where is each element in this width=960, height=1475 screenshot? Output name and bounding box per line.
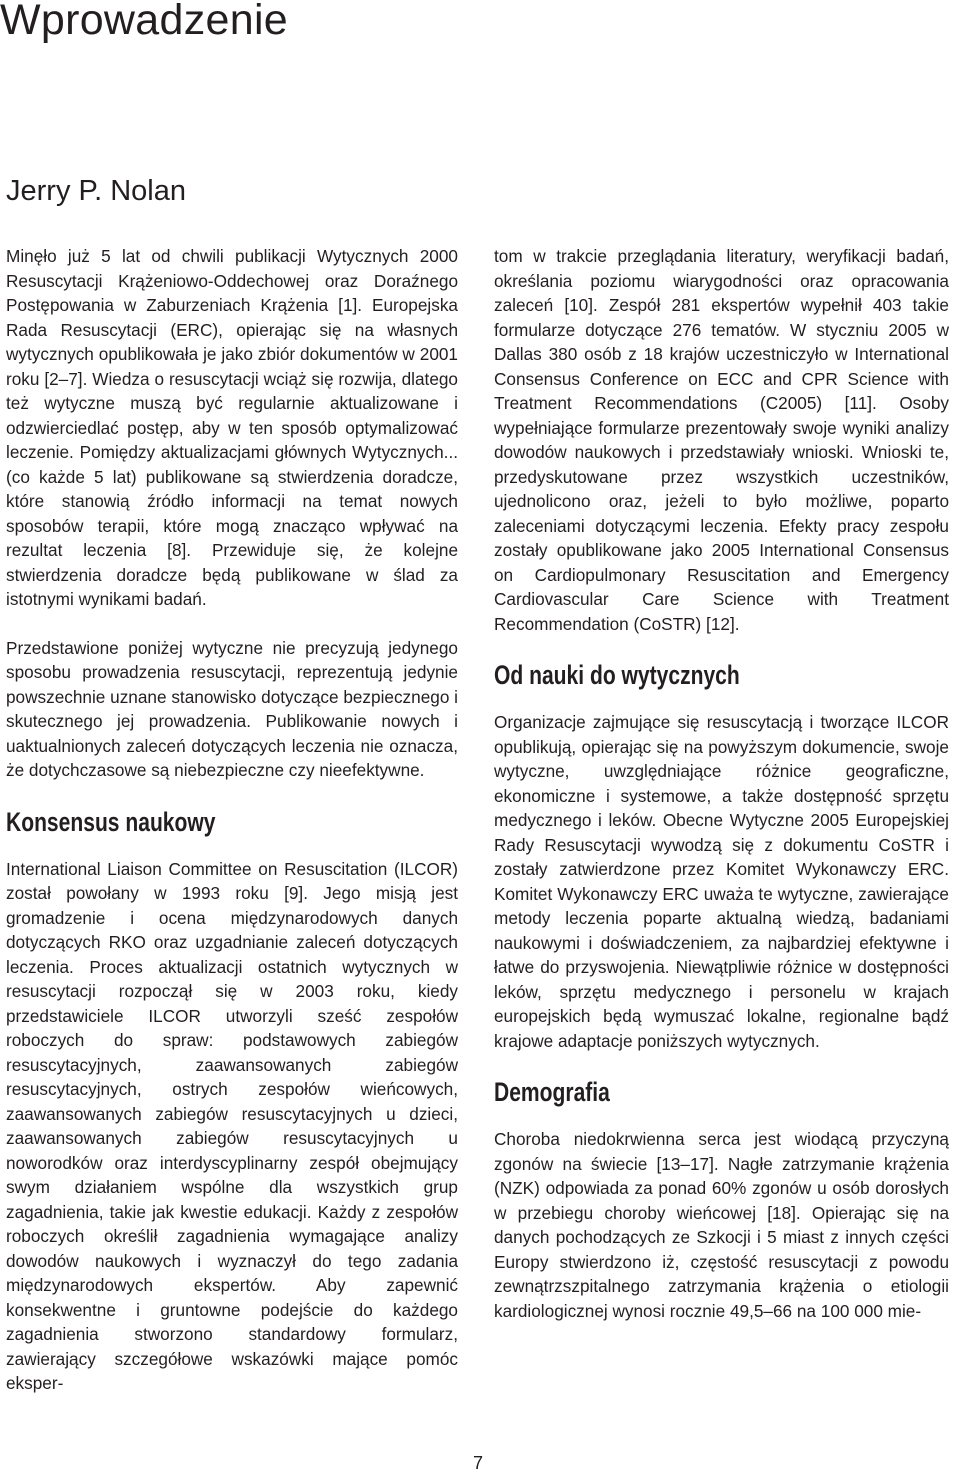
section-heading-od-nauki: Od nauki do wytycznych [494, 660, 740, 690]
demografia-paragraph: Choroba niedokrwienna serca jest wiodącą przyczyną zgonów na świecie [13–17]. Nagłe zatrzymanie krążenia (NZK) odpowiada za ponad 60% zgonów u osób dorosłych w przebiegu choroby wieńcowej [18]. Opierając się na danych pochodzących ze Szkocji i 5 miast z innych części Europy stwierdzono iż, częstość resuscytacji z powodu zewnątrzszpitalnego zatrzymania krążenia o etiologii kardiologicznej wynosi rocznie 49,5–66 na 100 000 mie- [494, 1129, 949, 1321]
intro-paragraph-2: Przedstawione poniżej wytyczne nie precyzują jedynego sposobu prowadzenia resuscytacji, reprezentują jedynie powszechnie uznane stanowisko dotyczące bezpiecznego i skutecznego jej prowadzenia. Publikowanie nowych i uaktualnionych zaleceń dotyczących leczenia nie oznacza, że dotychczasowe są niebezpieczne czy nieefektywne. [6, 637, 458, 780]
konsensus-paragraph-continued: tom w trakcie przeglądania literatury, weryfikacji badań, określania poziomu wiarygodności oraz opracowania zaleceń [10]. Zespół 281 ekspertów wypełnił 403 takie formularze dotyczące 276 tematów. W styczniu 2005 w Dallas 380 osób z 18 krajów uczestniczyło w International Consensus Conference on ECC and CPR Science with Treatment Recommendations (C2005) [11]. Osoby wypełniające formularze prezentowały swoje wyniki analizy dowodów naukowych i przedstawiały wnioski. Wnioski te, przedyskutowane przez wszystkich uczestników, ujednolicono oraz, jeżeli to było możliwe, poparto zaleceniami dotyczącymi leczenia. Efekty pracy zespołu zostały opublikowane jako 2005 International Consensus on Cardiopulmonary Resuscitation and Emergency Cardiovascular Care Science with Treatment Recommendation (CoSTR) [12]. [494, 246, 949, 634]
author-name: Jerry P. Nolan [6, 175, 186, 207]
page-number: 7 [473, 1453, 484, 1473]
section-heading-demografia: Demografia [494, 1077, 610, 1107]
konsensus-paragraph: International Liaison Committee on Resuscitation (ILCOR) został powołany w 1993 roku [9]. Jego misją jest gromadzenie i ocena międzynarodowych danych dotyczących RKO oraz uzgadnianie zaleceń dotyczących leczenia. Proces aktualizacji ostatnich wytycznych w resuscytacji rozpoczął się w 2003 roku, kiedy przedstawiciele ILCOR utworzyli sześć zespołów roboczych do spraw: podstawowych zabiegów resuscytacyjnych, zaawansowanych zabiegów resuscytacyjnych, ostrych zespołów wieńcowych, zaawansowanych zabiegów resuscytacyjnych u dzieci, zaawansowanych zabiegów resuscytacyjnych u noworodków oraz interdyscyplinarny zespół obejmujący swym działaniem wspólne dla wszystkich grup zagadnienia, takie jak kwestie edukacji. Każdy z zespołów roboczych określił zagadnienia wymagające analizy dowodów naukowych i wyznaczył do tego zadania międzynarodowych ekspertów. Aby zapewnić konsekwentne i gruntowne podejście do każdego zagadnienia stworzono standardowy formularz, zawierający szczegółowe wskazówki mające pomóc eksper- [6, 858, 458, 1393]
intro-paragraph-1: Minęło już 5 lat od chwili publikacji Wytycznych 2000 Resuscytacji Krążeniowo-Oddechowej oraz Doraźnego Postępowania w Zaburzeniach Krążenia [1]. Europejska Rada Resuscytacji (ERC), opierając się na własnych wytycznych opublikowała je jako zbiór dokumentów w 2001 roku [2–7]. Wiedza o resuscytacji wciąż się rozwija, dlatego też wytyczne muszą być regularnie aktualizowane i odzwierciedlać postęp, aby w ten sposób optymalizować leczenie. Pomiędzy aktualizacjami głównych Wytycznych... (co każde 5 lat) publikowane są stwierdzenia doradcze, które stanowią źródło informacji na temat nowych sposobów terapii, które mogą znacząco wpływać na rezultat leczenia [8]. Przewiduje się, że kolejne stwierdzenia doradcze będą publikowane w ślad za istotnymi wynikami badań. [6, 246, 458, 609]
section-heading-konsensus: Konsensus naukowy [6, 806, 216, 837]
right-column [494, 244, 949, 1323]
page-title: Wprowadzenie [0, 0, 289, 44]
left-column [6, 244, 458, 1396]
od-nauki-paragraph: Organizacje zajmujące się resuscytacją i tworzące ILCOR opublikują, opierając się na powyższym dokumencie, swoje wytyczne, uwzględniające różnice geograficzne, ekonomiczne i systemowe, a także dostępność sprzętu medycznego i leków. Obecne Wytyczne 2005 Europejskiej Rady Resuscytacji wywodzą się z dokumentu CoSTR i zostały zatwierdzone przez Komitet Wykonawczy ERC. Komitet Wykonawczy ERC uważa te wytyczne, zawierające metody leczenia poparte aktualną wiedzą, badaniami naukowymi i doświadczeniem, za najbardziej efektywne i łatwe do przyswojenia. Niewątpliwie różnice w dostępności leków, sprzętu medycznego i personelu w krajach europejskich będą wymuszać lokalne, regionalne bądź krajowe adaptacje poniższych wytycznych. [494, 712, 949, 1051]
